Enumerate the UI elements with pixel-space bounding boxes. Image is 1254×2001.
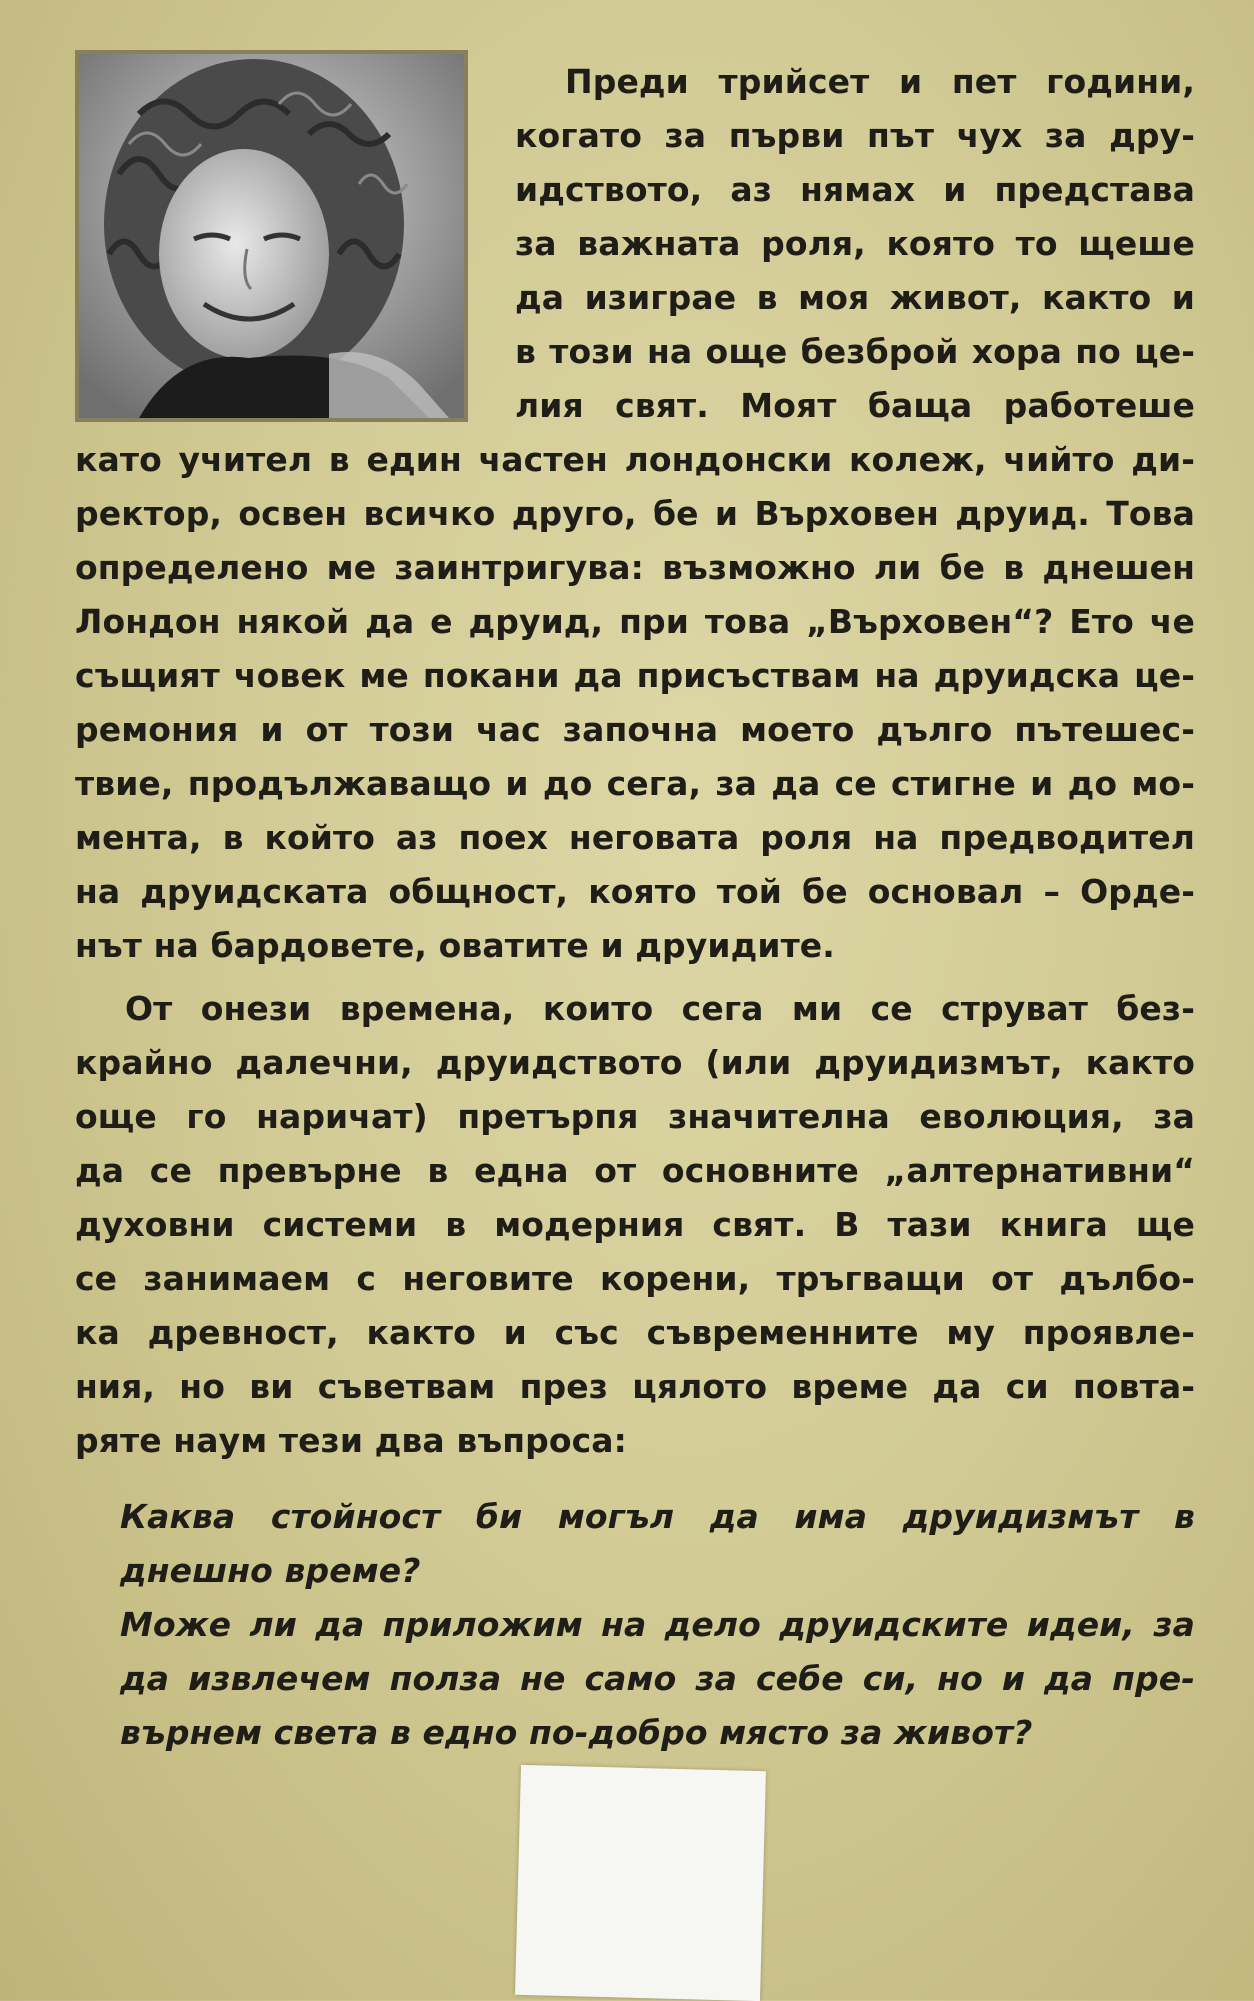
text-line: на друидската общност, която той бе основал – Орде- <box>75 872 1195 911</box>
text-line: ремония и от този час започна моето дълго пътешес- <box>75 710 1195 749</box>
portrait-image <box>79 54 464 418</box>
text-line: ряте наум тези два въпроса: <box>75 1421 627 1460</box>
text-line: когато за първи път чух за дру- <box>515 116 1195 155</box>
author-photo <box>75 50 468 422</box>
text-line: за важната роля, която то щеше <box>515 224 1195 263</box>
question-line: днешно време? <box>120 1551 421 1590</box>
question-line: Може ли да приложим на дело друидските идеи, за <box>120 1605 1195 1644</box>
text-line: крайно далечни, друидството (или друидизмът, както <box>75 1043 1195 1082</box>
text-line: От онези времена, които сега ми се струват без- <box>125 989 1195 1028</box>
text-line: се занимаем с неговите корени, тръгващи от дълбо- <box>75 1259 1195 1298</box>
question-line: върнем света в едно по-добро място за живот? <box>120 1713 1033 1752</box>
text-line: духовни системи в модерния свят. В тази книга ще <box>75 1205 1195 1244</box>
text-line: мента, в който аз поех неговата роля на предводител <box>75 818 1195 857</box>
text-line: като учител в един частен лондонски колеж, чийто ди- <box>75 440 1195 479</box>
text-line: Лондон някой да е друид, при това „Върховен“? Ето че <box>75 602 1195 641</box>
text-line: идството, аз нямах и представа <box>515 170 1195 209</box>
text-line: още го наричат) претърпя значителна еволюция, за <box>75 1097 1195 1136</box>
price-sticker <box>515 1765 766 2001</box>
text-line: ка древност, както и със съвременните му проявле- <box>75 1313 1195 1352</box>
text-line: нът на бардовете, оватите и друидите. <box>75 926 835 965</box>
question-line: да извлечем полза не само за себе си, но и да пре- <box>120 1659 1195 1698</box>
text-line: определено ме заинтригува: възможно ли бе в днешен <box>75 548 1195 587</box>
text-line: да изиграе в моя живот, както и <box>515 278 1195 317</box>
text-line: Преди трийсет и пет години, <box>565 62 1195 101</box>
text-line: да се превърне в една от основните „алтернативни“ <box>75 1151 1195 1190</box>
text-line: същият човек ме покани да присъствам на друидска це- <box>75 656 1195 695</box>
text-line: ректор, освен всичко друго, бе и Върховен друид. Това <box>75 494 1195 533</box>
text-line: в този на още безброй хора по це- <box>515 332 1195 371</box>
text-line: твие, продължаващо и до сега, за да се стигне и до мо- <box>75 764 1195 803</box>
text-line: лия свят. Моят баща работеше <box>515 386 1195 425</box>
text-line: ния, но ви съветвам през цялото време да си повта- <box>75 1367 1195 1406</box>
question-line: Каква стойност би могъл да има друидизмът в <box>120 1497 1195 1536</box>
